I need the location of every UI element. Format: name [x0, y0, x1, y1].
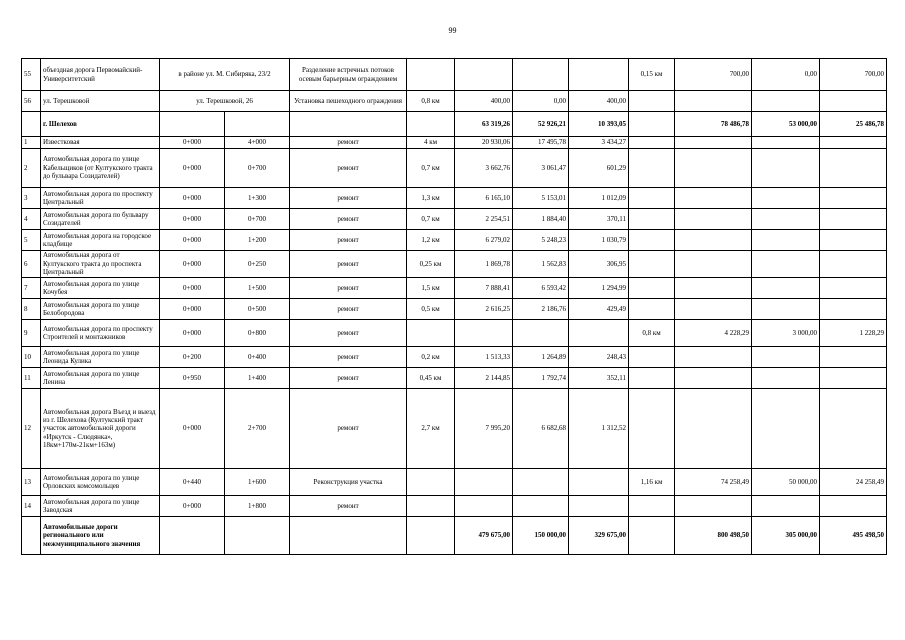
total-plan-2-cell: [675, 347, 752, 368]
road-name-cell: ул. Терешковой: [41, 91, 160, 112]
local-plan-1-cell: [569, 320, 629, 347]
table-row: [22, 251, 887, 278]
end-point-cell: 1+300: [225, 188, 290, 209]
row-number-cell: 1: [22, 137, 41, 149]
regional-plan-2-cell: [752, 137, 820, 149]
start-point-cell: 0+000: [160, 496, 225, 517]
table-row: [22, 347, 887, 368]
work-type-cell: Реконструкция участка: [290, 469, 407, 496]
road-name-cell: Автомобильная дорога по улице Кочубея: [41, 278, 160, 299]
total-plan-1-cell: 6 165,10: [455, 188, 513, 209]
road-name-cell: Автомобильная дорога Въезд и выезд из г. Шелехова (Култукский тракт участок автомобильной дороги «Иркутск - Слюдянка», 18км+170м-21км+163м): [41, 389, 160, 469]
work-type-cell: ремонт: [290, 137, 407, 149]
regional-plan-1-cell: 1 264,89: [513, 347, 569, 368]
row-number-cell: 4: [22, 209, 41, 230]
table-row: [22, 209, 887, 230]
regional-plan-1-cell: 1 562,83: [513, 251, 569, 278]
road-name-cell: Автомобильная дорога по проспекту Строителей и монтажников: [41, 320, 160, 347]
local-plan-1-cell: 601,29: [569, 149, 629, 188]
length-plan-1-cell: 0,2 км: [407, 347, 455, 368]
length-plan-1-cell: 0,7 км: [407, 209, 455, 230]
local-plan-1-cell: 1 294,99: [569, 278, 629, 299]
local-plan-2-cell: 24 258,49: [820, 469, 887, 496]
local-plan-2-cell: [820, 496, 887, 517]
regional-plan-1-cell: 6 593,42: [513, 278, 569, 299]
total-plan-2-cell: 700,00: [675, 59, 752, 91]
length-plan-1-cell: 2,7 км: [407, 389, 455, 469]
regional-plan-1-cell: 1 884,40: [513, 209, 569, 230]
end-point-cell: 1+800: [225, 496, 290, 517]
table-row: [22, 469, 887, 496]
road-name-cell: Автомобильная дорога по улице Белобородова: [41, 299, 160, 320]
regional-plan-1-cell: 2 186,76: [513, 299, 569, 320]
regional-plan-2-cell: [752, 496, 820, 517]
local-plan-2-cell: 700,00: [820, 59, 887, 91]
length-plan-1-cell: 0,45 км: [407, 368, 455, 389]
total-plan-2-cell: 74 258,49: [675, 469, 752, 496]
end-point-cell: 1+200: [225, 230, 290, 251]
work-type-cell: ремонт: [290, 188, 407, 209]
end-point-cell: 0+700: [225, 149, 290, 188]
row-number-cell: 10: [22, 347, 41, 368]
road-name-cell: Известковая: [41, 137, 160, 149]
regional-plan-2-cell: 3 000,00: [752, 320, 820, 347]
local-plan-1-cell: 3 434,27: [569, 137, 629, 149]
table-row: [22, 137, 887, 149]
total-plan-1-cell: 2 616,25: [455, 299, 513, 320]
regional-plan-2-cell: [752, 278, 820, 299]
work-type-cell: ремонт: [290, 278, 407, 299]
table-row: [22, 299, 887, 320]
work-type-cell: Установка пешеходного ограждения: [290, 91, 407, 112]
total-plan-1-cell: 7 888,41: [455, 278, 513, 299]
length-plan-2-cell: 0,8 км: [629, 320, 675, 347]
local-plan-2-cell: 25 486,78: [820, 112, 887, 137]
start-point-cell: 0+000: [160, 230, 225, 251]
work-type-cell: ремонт: [290, 149, 407, 188]
road-name-cell: Автомобильная дорога от Култукского тракта до проспекта Центральный: [41, 251, 160, 278]
length-plan-2-cell: [629, 251, 675, 278]
regional-plan-2-cell: [752, 251, 820, 278]
local-plan-1-cell: 1 012,09: [569, 188, 629, 209]
end-point-cell: 0+500: [225, 299, 290, 320]
table-row: [22, 188, 887, 209]
total-plan-1-cell: 479 675,00: [455, 517, 513, 555]
regional-plan-1-cell: 3 061,47: [513, 149, 569, 188]
start-point-cell: 0+000: [160, 320, 225, 347]
length-plan-2-cell: [629, 347, 675, 368]
length-plan-1-cell: [407, 496, 455, 517]
total-plan-2-cell: 78 486,78: [675, 112, 752, 137]
regional-plan-1-cell: 5 153,01: [513, 188, 569, 209]
table-row: [22, 496, 887, 517]
local-plan-1-cell: [569, 496, 629, 517]
total-plan-1-cell: 1 513,33: [455, 347, 513, 368]
total-plan-2-cell: [675, 299, 752, 320]
row-number-cell: 9: [22, 320, 41, 347]
local-plan-1-cell: 10 393,05: [569, 112, 629, 137]
local-plan-2-cell: [820, 230, 887, 251]
row-number-cell: 14: [22, 496, 41, 517]
local-plan-1-cell: [569, 59, 629, 91]
regional-plan-2-cell: 0,00: [752, 59, 820, 91]
row-number-cell: 12: [22, 389, 41, 469]
total-plan-2-cell: [675, 368, 752, 389]
road-name-cell: Автомобильная дорога по проспекту Центральный: [41, 188, 160, 209]
length-plan-1-cell: 1,5 км: [407, 278, 455, 299]
start-point-cell: 0+440: [160, 469, 225, 496]
work-type-cell: [290, 517, 407, 555]
length-plan-1-cell: 4 км: [407, 137, 455, 149]
length-plan-2-cell: [629, 91, 675, 112]
total-plan-2-cell: [675, 149, 752, 188]
road-name-cell: Автомобильная дорога по улице Кабельщиков (от Култукского тракта до бульвара Созидателей): [41, 149, 160, 188]
regional-plan-2-cell: [752, 299, 820, 320]
row-number-cell: 8: [22, 299, 41, 320]
length-plan-2-cell: [629, 209, 675, 230]
local-plan-2-cell: [820, 149, 887, 188]
work-type-cell: ремонт: [290, 299, 407, 320]
table-row: [22, 112, 887, 137]
local-plan-1-cell: [569, 469, 629, 496]
start-point-cell: 0+200: [160, 347, 225, 368]
total-plan-1-cell: 400,00: [455, 91, 513, 112]
total-plan-2-cell: [675, 188, 752, 209]
start-point-cell: 0+000: [160, 389, 225, 469]
total-plan-2-cell: [675, 389, 752, 469]
start-point-cell: 0+000: [160, 299, 225, 320]
start-point-cell: 0+000: [160, 209, 225, 230]
length-plan-2-cell: [629, 299, 675, 320]
length-plan-2-cell: [629, 368, 675, 389]
total-plan-1-cell: 63 319,26: [455, 112, 513, 137]
length-plan-2-cell: [629, 137, 675, 149]
work-type-cell: ремонт: [290, 368, 407, 389]
start-point-cell: [160, 112, 225, 137]
length-plan-2-cell: 0,15 км: [629, 59, 675, 91]
total-plan-2-cell: [675, 251, 752, 278]
local-plan-2-cell: 495 498,50: [820, 517, 887, 555]
local-plan-1-cell: 248,43: [569, 347, 629, 368]
length-plan-2-cell: [629, 149, 675, 188]
row-number-cell: 5: [22, 230, 41, 251]
total-plan-2-cell: [675, 137, 752, 149]
regional-plan-2-cell: 53 000,00: [752, 112, 820, 137]
local-plan-2-cell: [820, 251, 887, 278]
row-number-cell: 56: [22, 91, 41, 112]
total-plan-1-cell: 2 144,85: [455, 368, 513, 389]
start-point-cell: ул. Терешковой, 26: [160, 91, 290, 112]
total-plan-1-cell: 1 869,78: [455, 251, 513, 278]
length-plan-1-cell: [407, 112, 455, 137]
local-plan-1-cell: 329 675,00: [569, 517, 629, 555]
end-point-cell: 1+400: [225, 368, 290, 389]
total-plan-2-cell: [675, 278, 752, 299]
length-plan-1-cell: 0,8 км: [407, 91, 455, 112]
regional-plan-2-cell: [752, 230, 820, 251]
regional-plan-2-cell: [752, 347, 820, 368]
total-plan-1-cell: [455, 320, 513, 347]
local-plan-1-cell: 352,11: [569, 368, 629, 389]
road-name-cell: Автомобильная дорога по улице Заводская: [41, 496, 160, 517]
end-point-cell: 0+800: [225, 320, 290, 347]
road-name-cell: Автомобильная дорога по улице Леонида Кулика: [41, 347, 160, 368]
end-point-cell: [225, 517, 290, 555]
table-row: [22, 389, 887, 469]
table-row: [22, 320, 887, 347]
end-point-cell: 1+500: [225, 278, 290, 299]
end-point-cell: 4+000: [225, 137, 290, 149]
row-number-cell: [22, 112, 41, 137]
end-point-cell: [225, 112, 290, 137]
length-plan-1-cell: 1,3 км: [407, 188, 455, 209]
work-type-cell: Разделение встречных потоков осевым барьерным ограждением: [290, 59, 407, 91]
total-plan-1-cell: 6 279,02: [455, 230, 513, 251]
end-point-cell: 0+250: [225, 251, 290, 278]
table-row: [22, 368, 887, 389]
length-plan-2-cell: [629, 112, 675, 137]
local-plan-2-cell: [820, 137, 887, 149]
row-number-cell: 13: [22, 469, 41, 496]
regional-plan-1-cell: 52 926,21: [513, 112, 569, 137]
length-plan-2-cell: [629, 517, 675, 555]
length-plan-2-cell: [629, 230, 675, 251]
table-row: [22, 59, 887, 91]
local-plan-2-cell: [820, 278, 887, 299]
start-point-cell: 0+000: [160, 149, 225, 188]
length-plan-2-cell: [629, 278, 675, 299]
local-plan-1-cell: 370,11: [569, 209, 629, 230]
work-type-cell: ремонт: [290, 251, 407, 278]
local-plan-2-cell: [820, 299, 887, 320]
length-plan-1-cell: 0,5 км: [407, 299, 455, 320]
start-point-cell: 0+000: [160, 137, 225, 149]
end-point-cell: 1+600: [225, 469, 290, 496]
length-plan-1-cell: 0,7 км: [407, 149, 455, 188]
work-type-cell: ремонт: [290, 347, 407, 368]
regional-plan-2-cell: [752, 209, 820, 230]
regional-plan-2-cell: [752, 188, 820, 209]
row-number-cell: 11: [22, 368, 41, 389]
total-plan-1-cell: [455, 496, 513, 517]
regional-plan-1-cell: 17 495,78: [513, 137, 569, 149]
total-plan-1-cell: 3 662,76: [455, 149, 513, 188]
regional-plan-2-cell: 50 000,00: [752, 469, 820, 496]
table-row: [22, 91, 887, 112]
local-plan-2-cell: [820, 389, 887, 469]
work-type-cell: ремонт: [290, 230, 407, 251]
page-number: 99: [448, 26, 457, 35]
row-number-cell: 3: [22, 188, 41, 209]
total-plan-1-cell: [455, 59, 513, 91]
local-plan-1-cell: 1 312,52: [569, 389, 629, 469]
road-name-cell: Автомобильная дорога по улице Орловских комсомольцев: [41, 469, 160, 496]
work-type-cell: ремонт: [290, 496, 407, 517]
road-name-cell: Автомобильная дорога на городское кладбище: [41, 230, 160, 251]
table-row: [22, 149, 887, 188]
local-plan-2-cell: [820, 91, 887, 112]
start-point-cell: 0+000: [160, 278, 225, 299]
total-plan-2-cell: [675, 91, 752, 112]
regional-plan-1-cell: 1 792,74: [513, 368, 569, 389]
table-row: [22, 278, 887, 299]
local-plan-2-cell: [820, 368, 887, 389]
row-number-cell: 6: [22, 251, 41, 278]
regional-plan-1-cell: [513, 59, 569, 91]
regional-plan-2-cell: [752, 389, 820, 469]
regional-plan-2-cell: [752, 91, 820, 112]
total-plan-1-cell: 7 995,20: [455, 389, 513, 469]
total-plan-1-cell: 2 254,51: [455, 209, 513, 230]
row-number-cell: 2: [22, 149, 41, 188]
roads-table: [21, 58, 887, 555]
regional-plan-1-cell: [513, 320, 569, 347]
length-plan-1-cell: [407, 517, 455, 555]
length-plan-1-cell: [407, 320, 455, 347]
regional-plan-1-cell: [513, 496, 569, 517]
total-plan-2-cell: [675, 230, 752, 251]
start-point-cell: 0+000: [160, 188, 225, 209]
total-plan-1-cell: [455, 469, 513, 496]
start-point-cell: 0+950: [160, 368, 225, 389]
regional-plan-1-cell: [513, 469, 569, 496]
local-plan-1-cell: 306,95: [569, 251, 629, 278]
total-plan-2-cell: 800 498,50: [675, 517, 752, 555]
regional-plan-2-cell: 305 000,00: [752, 517, 820, 555]
regional-plan-2-cell: [752, 368, 820, 389]
regional-plan-2-cell: [752, 149, 820, 188]
road-name-cell: Автомобильная дорога по бульвару Созидателей: [41, 209, 160, 230]
road-name-cell: Автомобильные дороги регионального или межмуниципального значения: [41, 517, 160, 555]
start-point-cell: в районе ул. М. Сибиряка, 23/2: [160, 59, 290, 91]
local-plan-1-cell: 400,00: [569, 91, 629, 112]
length-plan-1-cell: 0,25 км: [407, 251, 455, 278]
end-point-cell: 2+700: [225, 389, 290, 469]
length-plan-1-cell: 1,2 км: [407, 230, 455, 251]
length-plan-1-cell: [407, 469, 455, 496]
regional-plan-1-cell: 5 248,23: [513, 230, 569, 251]
local-plan-2-cell: [820, 209, 887, 230]
work-type-cell: [290, 112, 407, 137]
work-type-cell: ремонт: [290, 320, 407, 347]
end-point-cell: 0+400: [225, 347, 290, 368]
length-plan-1-cell: [407, 59, 455, 91]
length-plan-2-cell: [629, 389, 675, 469]
length-plan-2-cell: [629, 496, 675, 517]
length-plan-2-cell: 1,16 км: [629, 469, 675, 496]
regional-plan-1-cell: 0,00: [513, 91, 569, 112]
length-plan-2-cell: [629, 188, 675, 209]
local-plan-2-cell: 1 228,29: [820, 320, 887, 347]
row-number-cell: 7: [22, 278, 41, 299]
table-row: [22, 517, 887, 555]
total-plan-2-cell: [675, 209, 752, 230]
total-plan-2-cell: [675, 496, 752, 517]
local-plan-1-cell: 1 030,79: [569, 230, 629, 251]
work-type-cell: ремонт: [290, 389, 407, 469]
total-plan-2-cell: 4 228,29: [675, 320, 752, 347]
road-name-cell: г. Шелехов: [41, 112, 160, 137]
road-name-cell: объездная дорога Первомайский-Университетский: [41, 59, 160, 91]
road-name-cell: Автомобильная дорога по улице Ленина: [41, 368, 160, 389]
local-plan-2-cell: [820, 188, 887, 209]
row-number-cell: 55: [22, 59, 41, 91]
end-point-cell: 0+700: [225, 209, 290, 230]
table-row: [22, 230, 887, 251]
start-point-cell: 0+000: [160, 251, 225, 278]
work-type-cell: ремонт: [290, 209, 407, 230]
local-plan-2-cell: [820, 347, 887, 368]
start-point-cell: [160, 517, 225, 555]
local-plan-1-cell: 429,49: [569, 299, 629, 320]
regional-plan-1-cell: 6 682,68: [513, 389, 569, 469]
row-number-cell: [22, 517, 41, 555]
total-plan-1-cell: 20 930,06: [455, 137, 513, 149]
regional-plan-1-cell: 150 000,00: [513, 517, 569, 555]
